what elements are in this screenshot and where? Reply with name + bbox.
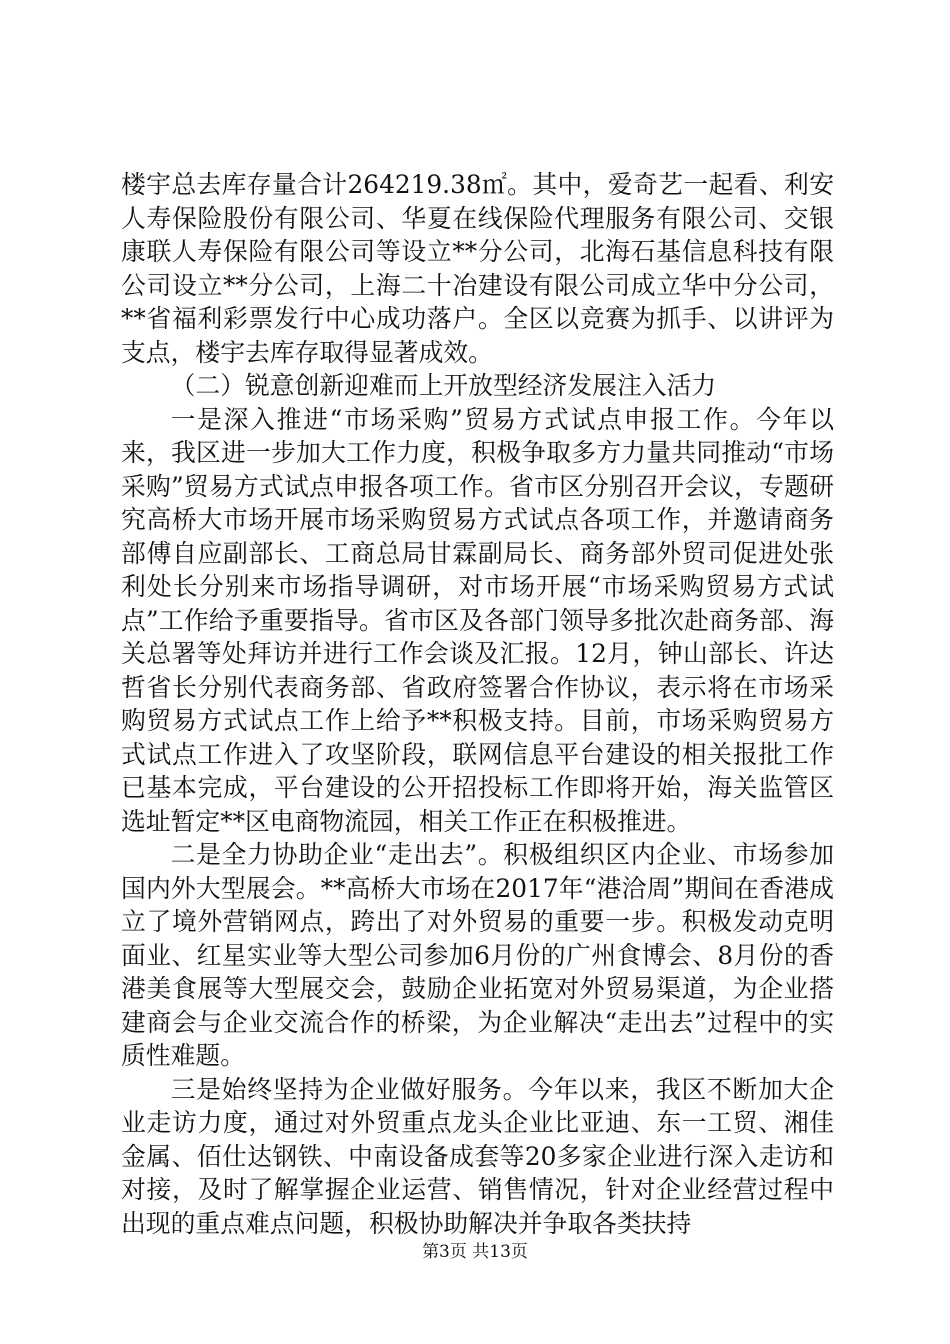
page-footer: 第3页 共13页 bbox=[422, 1242, 528, 1262]
paragraph-building-inventory: 楼宇总去库存量合计264219.38㎡。其中，爱奇艺一起看、利安人寿保险股份有限公司、华夏在线保险代理服务有限公司、交银康联人寿保险有限公司等设立**分公司，北海石基信息科技有限公司设立**分公司，上海二十冶建设有限公司成立华中分公司，**省福利彩票发行中心成功落户。全区以竞赛为抓手、以讲评为支点，楼宇去库存取得显著成效。 bbox=[121, 170, 834, 367]
paragraph-market-procurement: 一是深入推进“市场采购”贸易方式试点申报工作。今年以来，我区进一步加大工作力度，积极争取多方力量共同推动“市场采购”贸易方式试点申报各项工作。省市区分别召开会议，专题研究高桥大市场开展市场采购贸易方式试点各项工作，并邀请商务部傅自应副部长、工商总局甘霖副局长、商务部外贸司促进处张利处长分别来市场指导调研，对市场开展“市场采购贸易方式试点”工作给予重要指导。省市区及各部门领导多批次赴商务部、海关总署等处拜访并进行工作会谈及汇报。12月，钟山部长、许达哲省长分别代表商务部、省政府签署合作协议，表示将在市场采购贸易方式试点工作上给予**积极支持。目前，市场采购贸易方式试点工作进入了攻坚阶段，联网信息平台建设的相关报批工作已基本完成，平台建设的公开招投标工作即将开始，海关监管区选址暂定**区电商物流园，相关工作正在积极推进。 bbox=[121, 404, 834, 836]
section-heading-open-economy: （二）锐意创新迎难而上开放型经济发展注入活力 bbox=[170, 371, 717, 400]
paragraph-going-global: 二是全力协助企业“走出去”。积极组织区内企业、市场参加国内外大型展会。**高桥大市场在2017年“港洽周”期间在香港成立了境外营销网点，跨出了对外贸易的重要一步。积极发动克明面业、红星实业等大型公司参加6月份的广州食博会、8月份的香港美食展等大型展交会，鼓励企业拓宽对外贸易渠道，为企业搭建商会与企业交流合作的桥梁，为企业解决“走出去”过程中的实质性难题。 bbox=[121, 840, 834, 1070]
paragraph-enterprise-service: 三是始终坚持为企业做好服务。今年以来，我区不断加大企业走访力度，通过对外贸重点龙头企业比亚迪、东一工贸、湘佳金属、佰仕达钢铁、中南设备成套等20多家企业进行深入走访和对接，及时了解掌握企业运营、销售情况，针对企业经营过程中出现的重点难点问题，积极协助解决并争取各类扶持 bbox=[121, 1074, 834, 1238]
document-body bbox=[121, 168, 834, 1240]
